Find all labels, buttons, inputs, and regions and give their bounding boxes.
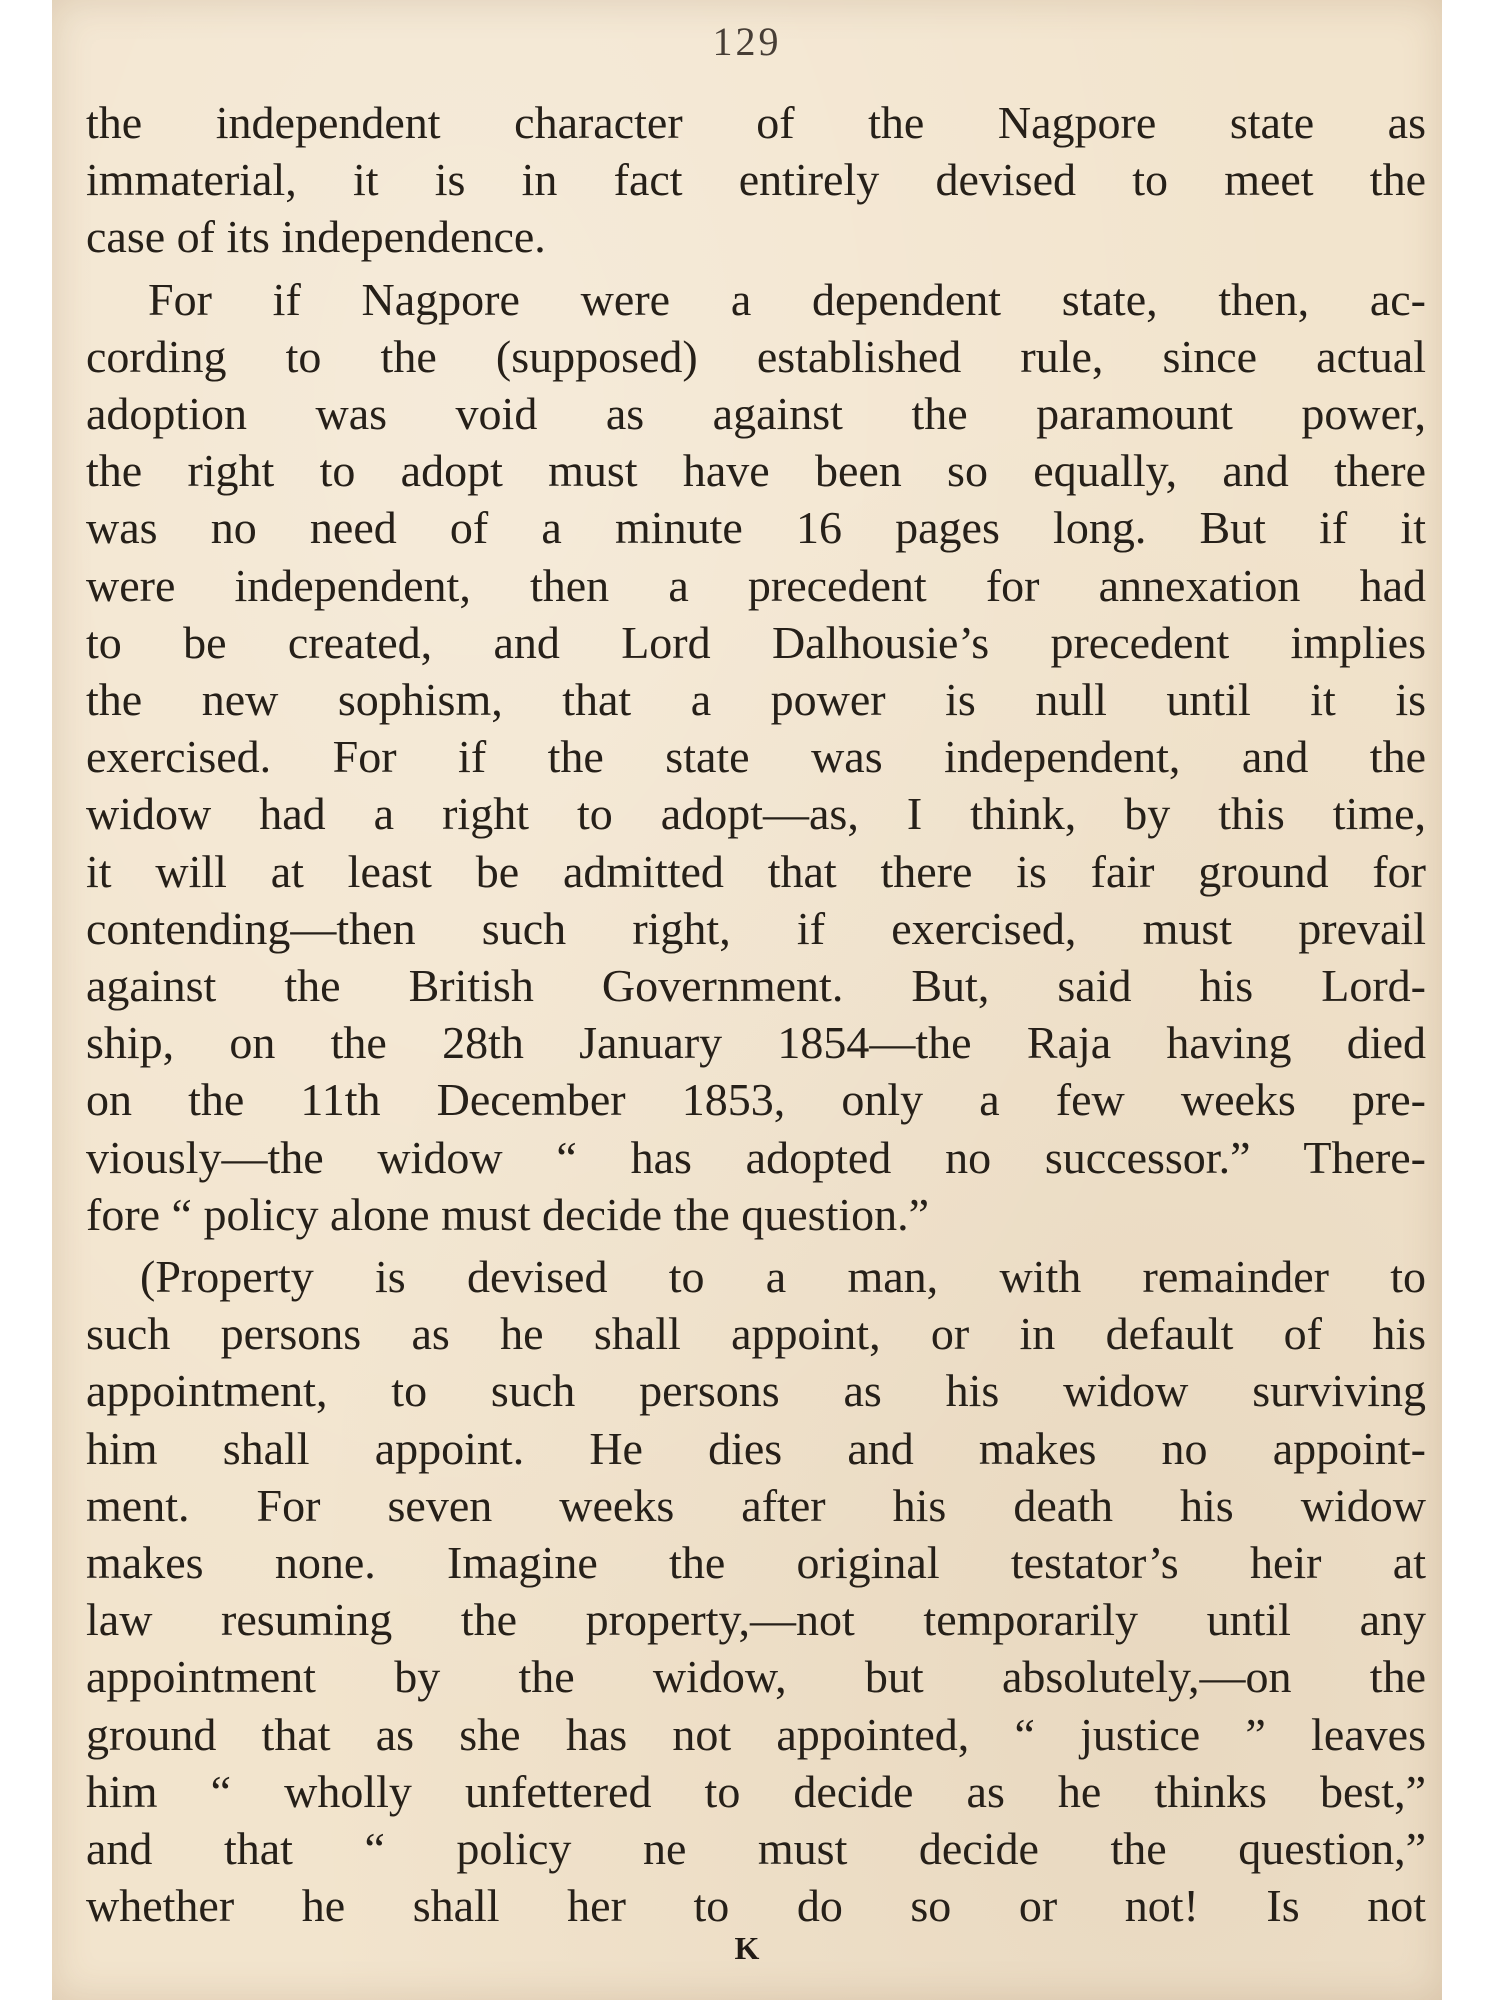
text-line: was no need of a minute 16 pages long. But if it (86, 502, 1426, 554)
text-line: widow had a right to adopt—as, I think, by this time, (86, 788, 1426, 840)
text-line: immaterial, it is in fact entirely devised to meet the (86, 154, 1426, 206)
text-line: the right to adopt must have been so equally, and there (86, 445, 1426, 497)
text-line: whether he shall her to do so or not! Is not (86, 1880, 1426, 1932)
text-line: on the 11th December 1853, only a few weeks pre- (86, 1074, 1426, 1126)
text-line: appointment by the widow, but absolutely,—on the (86, 1651, 1426, 1703)
text-line: the independent character of the Nagpore state as (86, 97, 1426, 148)
text-line: contending—then such right, if exercised, must prevail (86, 902, 1426, 954)
page-number: 129 (712, 19, 782, 64)
text-line: cording to the (supposed) established rule, since actual (86, 330, 1426, 382)
text-line: For if Nagpore were a dependent state, then, ac- (148, 273, 1426, 325)
text-line: (Property is devised to a man, with remainder to (140, 1251, 1426, 1303)
text-line: such persons as he shall appoint, or in default of his (86, 1308, 1426, 1360)
text-line: appointment, to such persons as his widow surviving (86, 1365, 1426, 1417)
paragraph (86, 271, 1426, 1243)
text-line: fore “ policy alone must decide the question.” (86, 1188, 930, 1240)
text-line: case of its independence. (86, 211, 546, 263)
text-line: him “ wholly unfettered to decide as he thinks best,” (86, 1765, 1426, 1817)
text-line: him shall appoint. He dies and makes no appoint- (86, 1422, 1426, 1474)
text-line: exercised. For if the state was independent, and the (86, 731, 1426, 783)
text-line: and that “ policy ne must decide the question,” (86, 1823, 1426, 1875)
text-line: adoption was void as against the paramount power, (86, 388, 1426, 440)
text-line: it will at least be admitted that there is fair ground for (86, 845, 1426, 897)
text-line: ment. For seven weeks after his death his widow (86, 1479, 1426, 1531)
scanned-page (52, 0, 1442, 2000)
text-line: to be created, and Lord Dalhousie’s precedent implies (86, 616, 1426, 668)
text-line: ground that as she has not appointed, “ justice ” leaves (86, 1708, 1426, 1760)
text-line: viously—the widow “ has adopted no successor.” There- (86, 1131, 1426, 1183)
paragraph (86, 1248, 1426, 1934)
paragraph (86, 94, 1426, 266)
text-line: makes none. Imagine the original testator’s heir at (86, 1537, 1426, 1589)
text-line: the new sophism, that a power is null until it is (86, 674, 1426, 726)
text-line: law resuming the property,—not temporarily until any (86, 1594, 1426, 1646)
text-line: against the British Government. But, said his Lord- (86, 960, 1426, 1012)
text-line: were independent, then a precedent for annexation had (86, 559, 1426, 611)
signature-mark: K (734, 1930, 760, 1966)
body-text (86, 94, 1426, 1935)
text-line: ship, on the 28th January 1854—the Raja having died (86, 1017, 1426, 1069)
